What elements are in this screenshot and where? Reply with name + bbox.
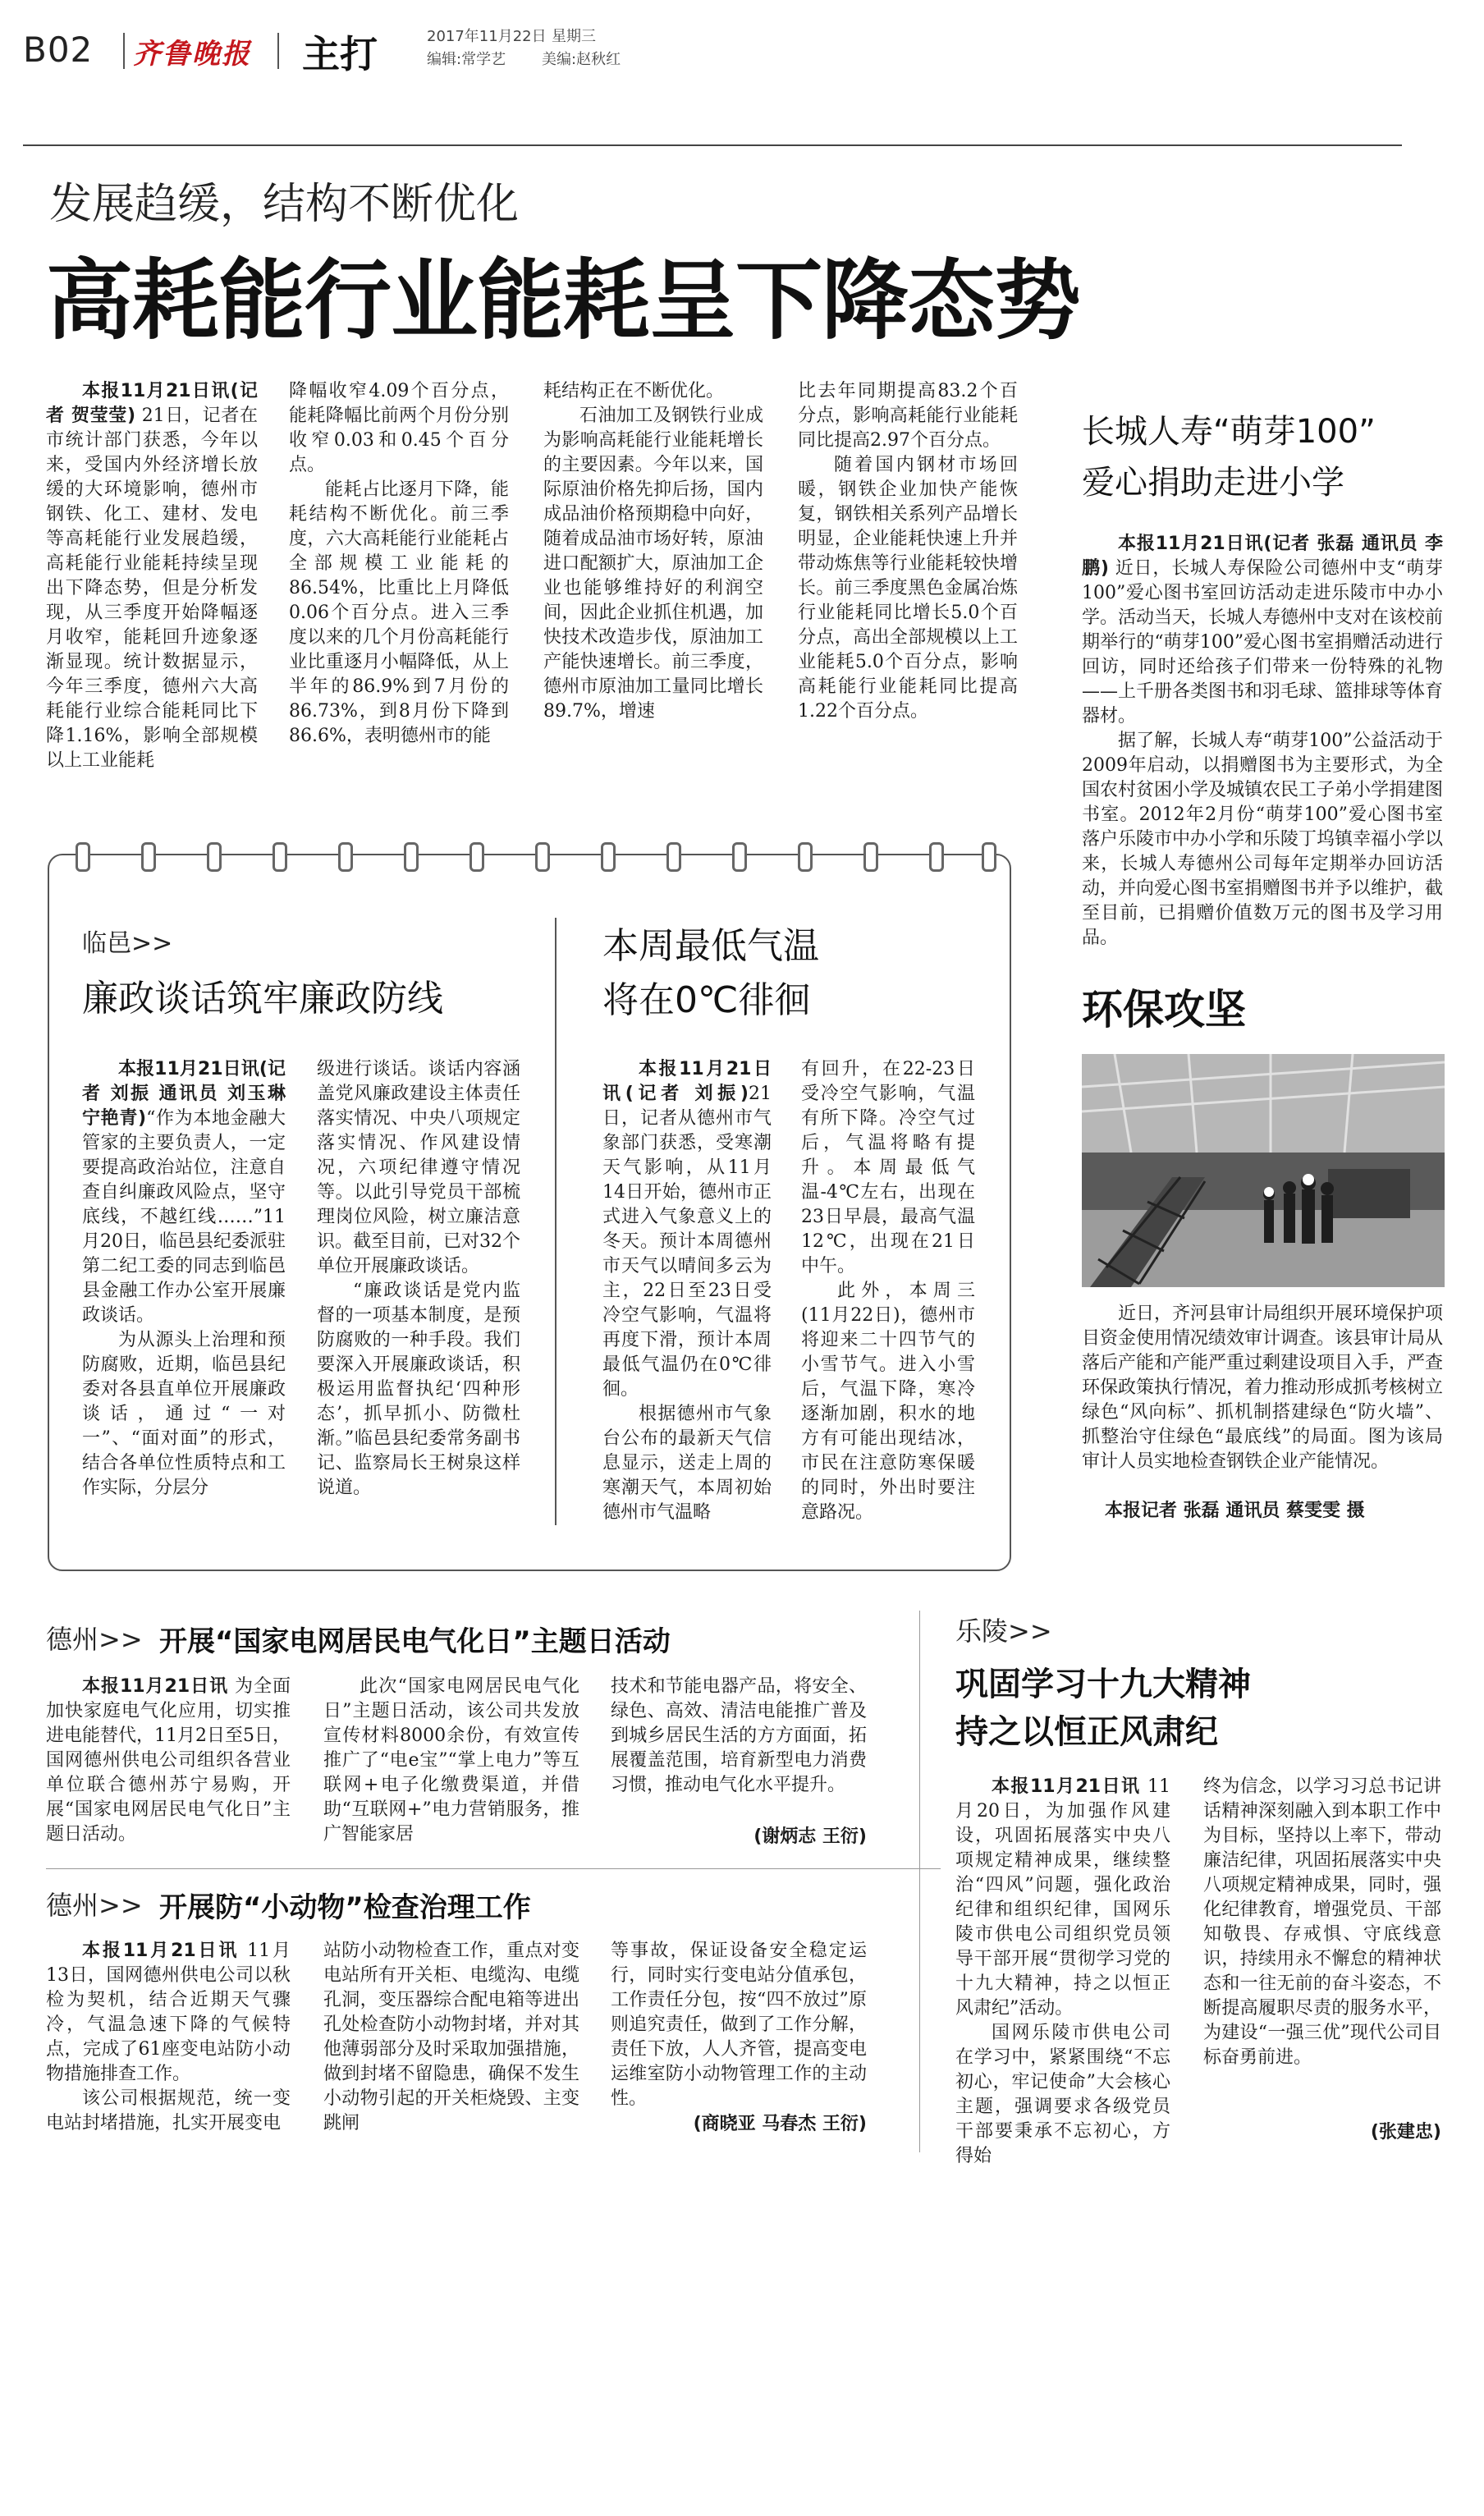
laoling-dateline: 本报11月21日讯 bbox=[992, 1776, 1141, 1797]
photo-credit: 本报记者 张磊 通讯员 蔡雯雯 摄 bbox=[1105, 1501, 1365, 1521]
right-story-body bbox=[1082, 532, 1443, 951]
right-story-headline-1: 长城人寿“萌芽100” bbox=[1082, 413, 1376, 451]
notebook-left-tag: 临邑>> bbox=[82, 929, 173, 958]
paper-logo: 齐鲁晚报 bbox=[133, 38, 251, 71]
photo-caption-text: 近日，齐河县审计局组织开展环境保护项目资金使用情况绩效审计调查。该县审计局从落后产能和产能严重过剩建设项目入手，严查环保政策执行情况，着力推动形成抓考核树立绿色“风向标”、抓机制搭建绿色“防火墙”、抓整治守住绿色“最底线”的局面。图为该局审计人员实地检查钢铁企业产能情况。 bbox=[1082, 1304, 1444, 1472]
notebook-left-headline: 廉政谈话筑牢廉政防线 bbox=[82, 978, 443, 1020]
right-story-p2: 据了解，长城人寿“萌芽100”公益活动于2009年启动，以捐赠图书为主要形式，为全国农村贫困小学及城镇农民工子弟小学捐建图书室。2012年2月份“萌芽100”爱心图书室落户乐陵市中办小学和乐陵丁坞镇幸福小学以来，长城人寿德州公司每年定期举办回访活动，并向爱心图书室捐赠图书并予以维护，截至目前，已捐赠价值数万元的图书及学习用品。 bbox=[1082, 731, 1444, 948]
xiaodongwu-author: (商晓亚 马春杰 王衍) bbox=[693, 2114, 867, 2134]
right-story-dateline: 本报11月21日讯(记者 张磊 通讯员 李鹏) bbox=[1082, 534, 1443, 579]
lead-col-2 bbox=[289, 379, 509, 749]
notebook-right-col2b: 此外，本周三(11月22日)，德州市将迎来二十四节气的小雪节气。进入小雪后，气温下降，寒冷逐渐加剧，积水的地方有可能出现结冰，市民在注意防寒保暖的同时，外出时要注意路况。 bbox=[801, 1281, 975, 1523]
factory-photo-illustration bbox=[1082, 1054, 1445, 1287]
lead-col4b: 随着国内钢材市场回暖，钢铁企业加快产能恢复，钢铁相关系列产品增长明显，企业能耗快速上升并带动炼焦等行业能耗较快增长。前三季度黑色金属冶炼行业能耗同比增长5.0个百分点，高出全部规模以上工业能耗5.0个百分点，影响高耗能行业能耗同比提高1.22个百分点。 bbox=[798, 455, 1018, 722]
notebook-ring bbox=[666, 842, 681, 872]
editor-credit: 编辑:常学艺 bbox=[427, 51, 506, 68]
xiaodongwu-col-1 bbox=[46, 1939, 291, 2136]
notebook-ring bbox=[732, 842, 747, 872]
news-photo bbox=[1082, 1054, 1445, 1287]
dianqi-col3-text: 技术和节能电器产品，将安全、绿色、高效、清洁电能推广普及到城乡居民生活的方方面面，拓展覆盖范围，培育新型电力消费习惯，推动电气化水平提升。 bbox=[611, 1676, 867, 1795]
dianqi-tag: 德州>> bbox=[46, 1624, 143, 1655]
notebook-left-col-2 bbox=[317, 1057, 520, 1501]
lead-col2b: 能耗占比逐月下降，能耗结构不断优化。前三季度，六大高耗能行业能耗占全部规模工业能耗的86.54%，比重比上月降低0.06个百分点。进入三季度以来的几个月份高耗能行业比重逐月小幅降低，从上半年的86.9%到7月份的86.73%，到8月份下降到86.6%，表明德州市的能 bbox=[289, 479, 509, 746]
masthead-rule bbox=[23, 144, 1402, 146]
lead-headline: 高耗能行业能耗呈下降态势 bbox=[46, 250, 1080, 351]
laoling-tag: 乐陵>> bbox=[955, 1615, 1052, 1647]
notebook-ring bbox=[601, 842, 616, 872]
laoling-col-2 bbox=[1203, 1775, 1441, 2070]
dianqi-col-1 bbox=[46, 1675, 291, 1847]
issue-date: 2017年11月22日 bbox=[427, 28, 547, 45]
notebook-right-col1b: 根据德州市气象台公布的最新天气信息显示，送走上周的寒潮天气，本周初始德州市气温略 bbox=[602, 1404, 772, 1523]
photo-story-caption bbox=[1082, 1302, 1443, 1474]
notebook-left-col2b: “廉政谈话是党内监督的一项基本制度，是预防腐败的一种手段。我们要深入开展廉政谈话，积极运用监督执纪‘四种形态’，抓早抓小、防微杜渐。”临邑县纪委常务副书记、监察局长王树泉这样说道。 bbox=[317, 1281, 520, 1498]
lead-col4a: 比去年同期提高83.2个百分点，影响高耗能行业能耗同比提高2.97个百分点。 bbox=[798, 381, 1018, 451]
dianqi-col2-text: 此次“国家电网居民电气化日”主题日活动，该公司共发放宣传材料8000余份，有效宣传推广了“电e宝”“掌上电力”等互联网+电子化缴费渠道，并借助“互联网+”电力营销服务，推广智能家居 bbox=[323, 1676, 579, 1845]
xiaodongwu-tag: 德州>> bbox=[46, 1890, 143, 1921]
notebook-ring bbox=[76, 842, 90, 872]
lead-col3a: 耗结构正在不断优化。 bbox=[543, 381, 725, 401]
notebook-ring bbox=[273, 842, 287, 872]
notebook-ring bbox=[982, 842, 996, 872]
notebook-right-headline-2: 将在0℃徘徊 bbox=[602, 979, 811, 1021]
page-number: B02 bbox=[23, 30, 94, 70]
notebook-right-col2a: 有回升，在22-23日受冷空气影响，气温有所下降。冷空气过后，气温将略有提升。本周最低气温-4℃左右，出现在23日早晨，最高气温12℃，出现在21日中午。 bbox=[801, 1059, 975, 1276]
dianqi-col1-text: 为全面加快家庭电气化应用，切实推进电能替代，11月2日至5日，国网德州供电公司组织各营业单位联合德州苏宁易购，开展“国家电网居民电气化日”主题日活动。 bbox=[46, 1676, 291, 1845]
laoling-col1a: 11月20日，为加强作风建设，巩固拓展落实中央八项规定精神成果，继续整治“四风”问题，强化政治纪律和组织纪律，国网乐陵市供电公司组织党员领导干部开展“贯彻学习党的十九大精神，持之以恒正风肃纪”活动。 bbox=[955, 1776, 1170, 2019]
laoling-divider bbox=[919, 1611, 920, 2152]
lead-col-1 bbox=[46, 379, 258, 773]
notebook-left-dateline: 本报11月21日讯(记者 刘振 通讯员 刘玉琳 宁艳青) bbox=[82, 1059, 286, 1129]
lead-col1-text: 21日，记者在市统计部门获悉，今年以来，受国内外经济增长放缓的大环境影响，德州市钢铁、化工、建材、发电等高耗能行业发展趋缓，高耗能行业能耗持续呈现出下降态势，但是分析发现，从三季度开始降幅逐月收窄，能耗回升迹象逐渐显现。统计数据显示，今年三季度，德州六大高耗能行业综合能耗同比下降1.16%，影响全部规模以上工业能耗 bbox=[46, 406, 258, 771]
designer-credit: 美编:赵秋红 bbox=[542, 51, 621, 68]
notebook-ring bbox=[469, 842, 484, 872]
notebook-right-dateline: 本报11月21日讯(记者 刘振) bbox=[602, 1059, 772, 1104]
laoling-headline-2: 持之以恒正风肃纪 bbox=[955, 1713, 1218, 1751]
laoling-headline-1: 巩固学习十九大精神 bbox=[955, 1666, 1251, 1703]
xiaodongwu-col2-text: 站防小动物检查工作，重点对变电站所有开关柜、电缆沟、电缆孔洞，变压器综合配电箱等进出孔处检查防小动物封堵，并对其他薄弱部分及时采取加强措施，做到封堵不留隐患，确保不发生小动物引起的开关柜烧毁、主变跳闸 bbox=[323, 1941, 579, 2133]
notebook-ring bbox=[141, 842, 156, 872]
dianqi-headline: 开展“国家电网居民电气化日”主题日活动 bbox=[159, 1625, 671, 1658]
issue-weekday: 星期三 bbox=[552, 28, 596, 45]
notebook-ring bbox=[404, 842, 419, 872]
notebook-ring bbox=[535, 842, 550, 872]
right-story-headline-2: 爱心捐助走进小学 bbox=[1082, 464, 1344, 502]
dianqi-col-3 bbox=[611, 1675, 867, 1798]
dianqi-col-2 bbox=[323, 1675, 579, 1847]
notebook-left-col2a: 级进行谈话。谈话内容涵盖党风廉政建设主体责任落实情况、中央八项规定落实情况、作风建设情况，六项纪律遵守情况等。以此引导党员干部梳理岗位风险，树立廉洁意识。截至目前，已对32个单位开展廉政谈话。 bbox=[317, 1059, 520, 1276]
photo-story-heading: 环保攻坚 bbox=[1082, 986, 1246, 1033]
notebook-ring bbox=[798, 842, 813, 872]
lead-col2a: 降幅收窄4.09个百分点，能耗降幅比前两个月份分别收窄0.03和0.45个百分点。 bbox=[289, 381, 509, 475]
laoling-col2-text: 终为信念，以学习习总书记讲话精神深刻融入到本职工作中为目标，坚持以上率下，带动廉洁纪律，巩固拓展落实中央八项规定精神成果，同时，强化纪律教育，增强党员、干部知敬畏、存戒惧、守底线意识，持续用永不懈怠的精神状态和一往无前的奋斗姿态，不断提高履职尽责的服务水平，为建设“一强三优”现代公司目标奋勇前进。 bbox=[1203, 1776, 1441, 2068]
laoling-author: (张建忠) bbox=[1370, 2122, 1441, 2142]
notebook-divider bbox=[555, 918, 556, 1525]
notebook-ring bbox=[207, 842, 222, 872]
notebook-ring bbox=[863, 842, 878, 872]
xiaodongwu-col-2 bbox=[323, 1939, 579, 2136]
xiaodongwu-col1b: 该公司根据规范，统一变电站封堵措施，扎实开展变电 bbox=[46, 2088, 291, 2133]
notebook-right-col-2 bbox=[801, 1057, 975, 1525]
notebook-left-col-1 bbox=[82, 1057, 286, 1501]
xiaodongwu-col-3 bbox=[611, 1939, 867, 2111]
dianqi-author: (谢炳志 王衍) bbox=[753, 1826, 867, 1847]
dianqi-dateline: 本报11月21日讯 bbox=[82, 1676, 229, 1697]
lead-col-3 bbox=[543, 379, 763, 724]
notebook-left-col1a: “作为本地金融大管家的主要负责人，一定要提高政治站位，注意自查自纠廉政风险点，坚守底线，不越红线……”11月20日，临邑县纪委派驻第二纪工委的同志到临邑县金融工作办公室开展廉政谈话。 bbox=[82, 1108, 286, 1326]
masthead-divider bbox=[123, 33, 125, 69]
notebook-ring bbox=[929, 842, 944, 872]
notebook-left-col1b: 为从源头上治理和预防腐败，近期，临邑县纪委对各县直单位开展廉政谈话，通过“一对一”、“面对面”的形式，结合各单位性质特点和工作实际，分层分 bbox=[82, 1330, 286, 1498]
section-title: 主打 bbox=[302, 32, 378, 76]
lead-col-4 bbox=[798, 379, 1018, 724]
laoling-col-1 bbox=[955, 1775, 1170, 2169]
lead-dateline: 本报11月21日讯(记者 贺莹莹) bbox=[46, 381, 258, 426]
laoling-col1b: 国网乐陵市供电公司在学习中，紧紧围绕“不忘初心，牢记使命”大会核心主题，强调要求各级党员干部要秉承不忘初心，方得始 bbox=[955, 2023, 1170, 2166]
section-rule bbox=[46, 1868, 941, 1869]
notebook-right-col1a: 21日，记者从德州市气象部门获悉，受寒潮天气影响，从11月14日开始，德州市正式进入气象意义上的冬天。预计本周德州市天气以晴间多云为主，22日至23日受冷空气影响，气温将再度下滑，预计本周最低气温仍在0℃徘徊。 bbox=[602, 1084, 772, 1400]
xiaodongwu-col1a: 11月13日，国网德州供电公司以秋检为契机，结合近期天气骤冷，气温急速下降的气候特点，完成了61座变电站防小动物措施排查工作。 bbox=[46, 1941, 291, 2084]
notebook-right-col-1 bbox=[602, 1057, 772, 1525]
notebook-right-headline-1: 本周最低气温 bbox=[602, 925, 819, 967]
right-story-p1: 近日，长城人寿保险公司德州中支“萌芽100”爱心图书室回访活动走进乐陵市中办小学。活动当天，长城人寿德州中支对在该校前期举行的“萌芽100”爱心图书室捐赠活动进行回访，同时还给孩子们带来一份特殊的礼物——上千册各类图书和羽毛球、篮排球等体育器材。 bbox=[1082, 558, 1444, 726]
lead-kicker: 发展趋缓，结构不断优化 bbox=[49, 180, 520, 229]
xiaodongwu-dateline: 本报11月21日讯 bbox=[82, 1941, 240, 1961]
xiaodongwu-col3-text: 等事故，保证设备安全稳定运行，同时实行变电站分值承包，工作责任分包，按“四不放过”原则追究责任，做到了工作分解，责任下放，人人齐管，提高变电运维室防小动物管理工作的主动性。 bbox=[611, 1941, 867, 2109]
xiaodongwu-headline: 开展防“小动物”检查治理工作 bbox=[159, 1891, 531, 1924]
masthead-divider bbox=[277, 33, 279, 69]
lead-col3b: 石油加工及钢铁行业成为影响高耗能行业能耗增长的主要因素。今年以来，国际原油价格先抑后扬，国内成品油价格预期稳中向好，随着成品油市场好转，原油进口配额扩大，原油加工企业也能够维持好的利润空间，因此企业抓住机遇，加快技术改造步伐，原油加工产能快速增长。前三季度，德州市原油加工量同比增长89.7%，增速 bbox=[543, 406, 763, 722]
notebook-ring bbox=[338, 842, 353, 872]
